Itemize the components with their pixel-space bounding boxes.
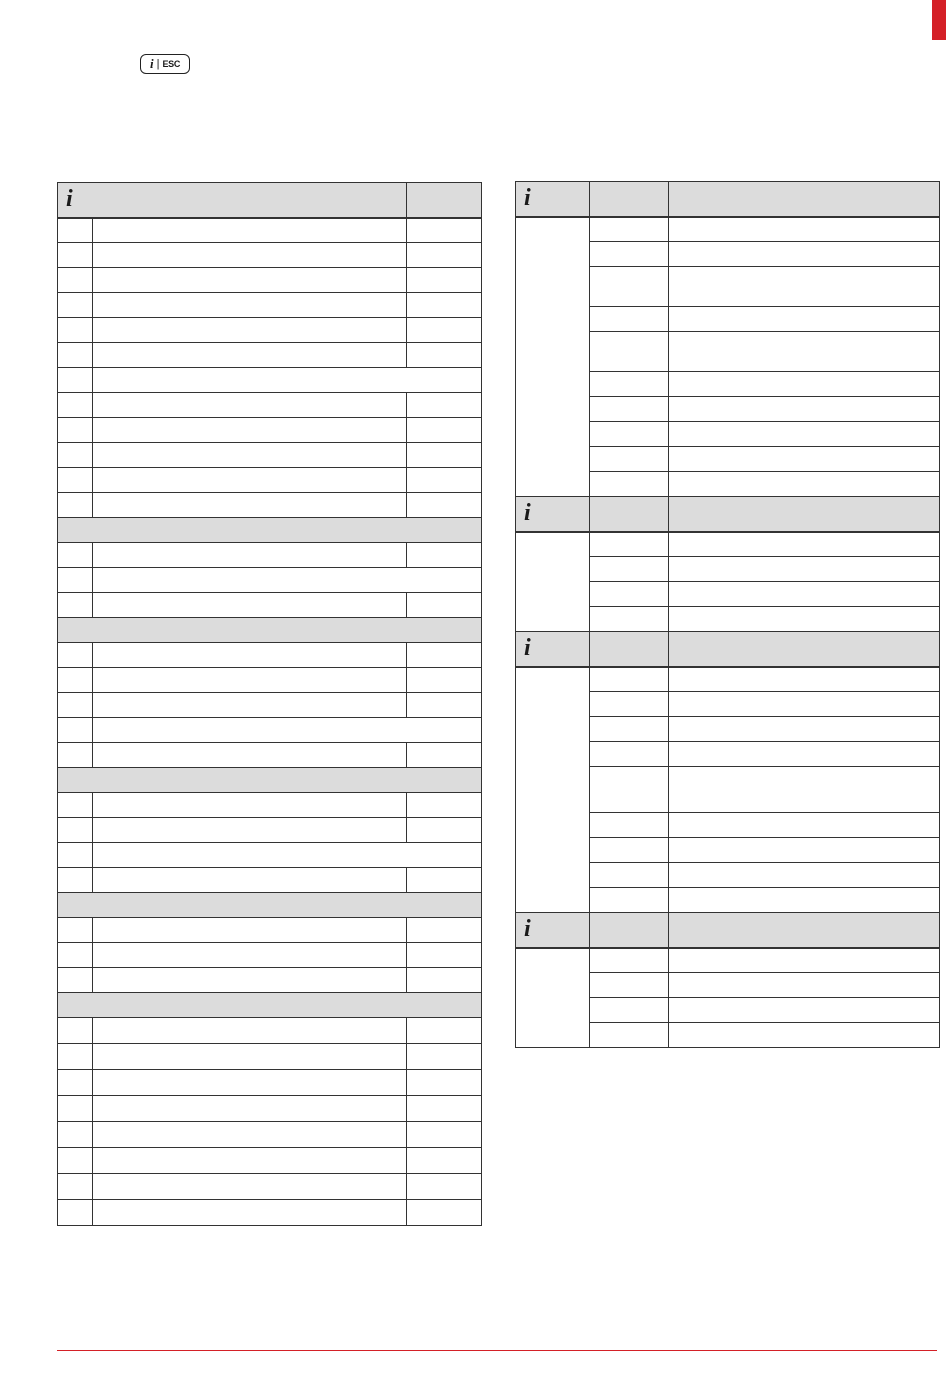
table-row bbox=[58, 393, 482, 418]
table-row bbox=[58, 1044, 482, 1070]
group-cell bbox=[516, 948, 590, 1048]
table-row bbox=[516, 948, 940, 973]
footer-rule bbox=[57, 1350, 937, 1351]
info-icon: i bbox=[58, 183, 407, 218]
table-row bbox=[58, 243, 482, 268]
table-row bbox=[516, 217, 940, 242]
info-menu-table-right bbox=[515, 181, 940, 1048]
table-header-row bbox=[516, 913, 940, 948]
table-row bbox=[58, 718, 482, 743]
table-row bbox=[58, 468, 482, 493]
table-row bbox=[58, 1174, 482, 1200]
table-row bbox=[58, 443, 482, 468]
info-icon: i bbox=[516, 632, 590, 667]
table-header-row bbox=[516, 632, 940, 667]
table-row bbox=[58, 668, 482, 693]
key-separator: | bbox=[156, 58, 160, 70]
table-header-row bbox=[516, 182, 940, 217]
table-row bbox=[58, 818, 482, 843]
table-row bbox=[58, 643, 482, 668]
table-row bbox=[58, 543, 482, 568]
table-row bbox=[58, 1070, 482, 1096]
table-row bbox=[58, 843, 482, 868]
section-row bbox=[58, 618, 482, 643]
table-row bbox=[58, 943, 482, 968]
section-row bbox=[58, 768, 482, 793]
page-accent-bar bbox=[932, 0, 946, 40]
table-row bbox=[58, 593, 482, 618]
table-row bbox=[516, 667, 940, 692]
section-row bbox=[58, 893, 482, 918]
table-row bbox=[58, 568, 482, 593]
table-row bbox=[58, 868, 482, 893]
info-key-label: i bbox=[149, 56, 154, 71]
table-row bbox=[58, 268, 482, 293]
table-row bbox=[516, 532, 940, 557]
table-row bbox=[58, 1122, 482, 1148]
info-icon: i bbox=[516, 913, 590, 948]
info-menu-table-left bbox=[57, 182, 482, 1226]
table-row bbox=[58, 418, 482, 443]
group-cell bbox=[516, 532, 590, 632]
info-icon: i bbox=[516, 497, 590, 532]
table-row bbox=[58, 968, 482, 993]
table-row bbox=[58, 793, 482, 818]
table-row bbox=[58, 1096, 482, 1122]
table-row bbox=[58, 743, 482, 768]
table-row bbox=[58, 368, 482, 393]
table-header-row bbox=[516, 497, 940, 532]
table-row bbox=[58, 318, 482, 343]
table-row bbox=[58, 493, 482, 518]
section-row bbox=[58, 518, 482, 543]
table-row bbox=[58, 343, 482, 368]
esc-key-label: ESC bbox=[162, 59, 181, 69]
section-row bbox=[58, 993, 482, 1018]
table-row bbox=[58, 293, 482, 318]
table-row bbox=[58, 1148, 482, 1174]
group-cell bbox=[516, 667, 590, 913]
table-row bbox=[58, 1200, 482, 1226]
table-row bbox=[58, 218, 482, 243]
table-row bbox=[58, 1018, 482, 1044]
header-cell bbox=[407, 183, 482, 218]
table-row bbox=[58, 693, 482, 718]
info-esc-key-icon bbox=[140, 54, 190, 74]
table-row bbox=[58, 918, 482, 943]
info-icon: i bbox=[516, 182, 590, 217]
group-cell bbox=[516, 217, 590, 497]
table-header-row bbox=[58, 183, 482, 218]
